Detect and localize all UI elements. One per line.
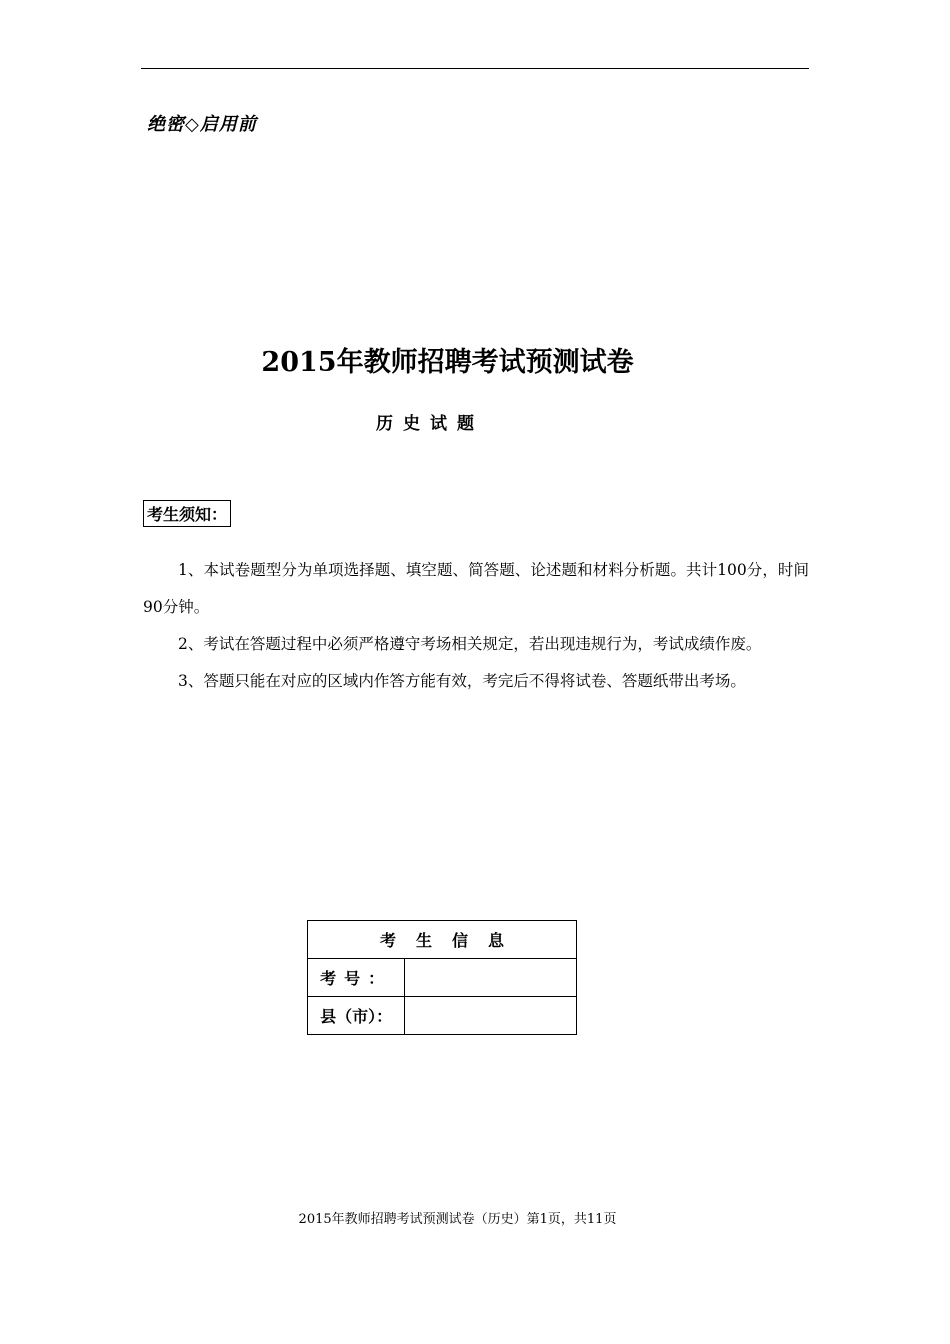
notice-item: 1、本试卷题型分为单项选择题、填空题、简答题、论述题和材料分析题。共计100分，时间90分钟。 xyxy=(143,561,809,616)
exam-title: 2015年教师招聘考试预测试卷 xyxy=(261,347,634,378)
candidate-info-header: 考生信息 xyxy=(308,921,577,959)
notice-label: 考生须知： xyxy=(143,500,231,527)
header-rule xyxy=(141,68,809,69)
table-row xyxy=(308,997,577,1035)
county-field[interactable] xyxy=(405,997,577,1035)
notice-item: 3、答题只能在对应的区域内作答方能有效，考完后不得将试卷、答题纸带出考场。 xyxy=(178,672,746,690)
confidential-mark: 绝密◇启用前 xyxy=(147,114,257,135)
table-row xyxy=(308,959,577,997)
exam-number-field[interactable] xyxy=(405,959,577,997)
notice-list xyxy=(143,552,809,700)
notice-item: 2、考试在答题过程中必须严格遵守考场相关规定，若出现违规行为，考试成绩作废。 xyxy=(178,635,762,653)
county-label: 县（市）： xyxy=(308,997,405,1035)
candidate-info-table xyxy=(307,920,577,1035)
page-footer: 2015年教师招聘考试预测试卷（历史）第1页，共11页 xyxy=(298,1212,617,1227)
exam-number-label: 考号： xyxy=(308,959,405,997)
exam-subject: 历史试题 xyxy=(376,414,484,434)
